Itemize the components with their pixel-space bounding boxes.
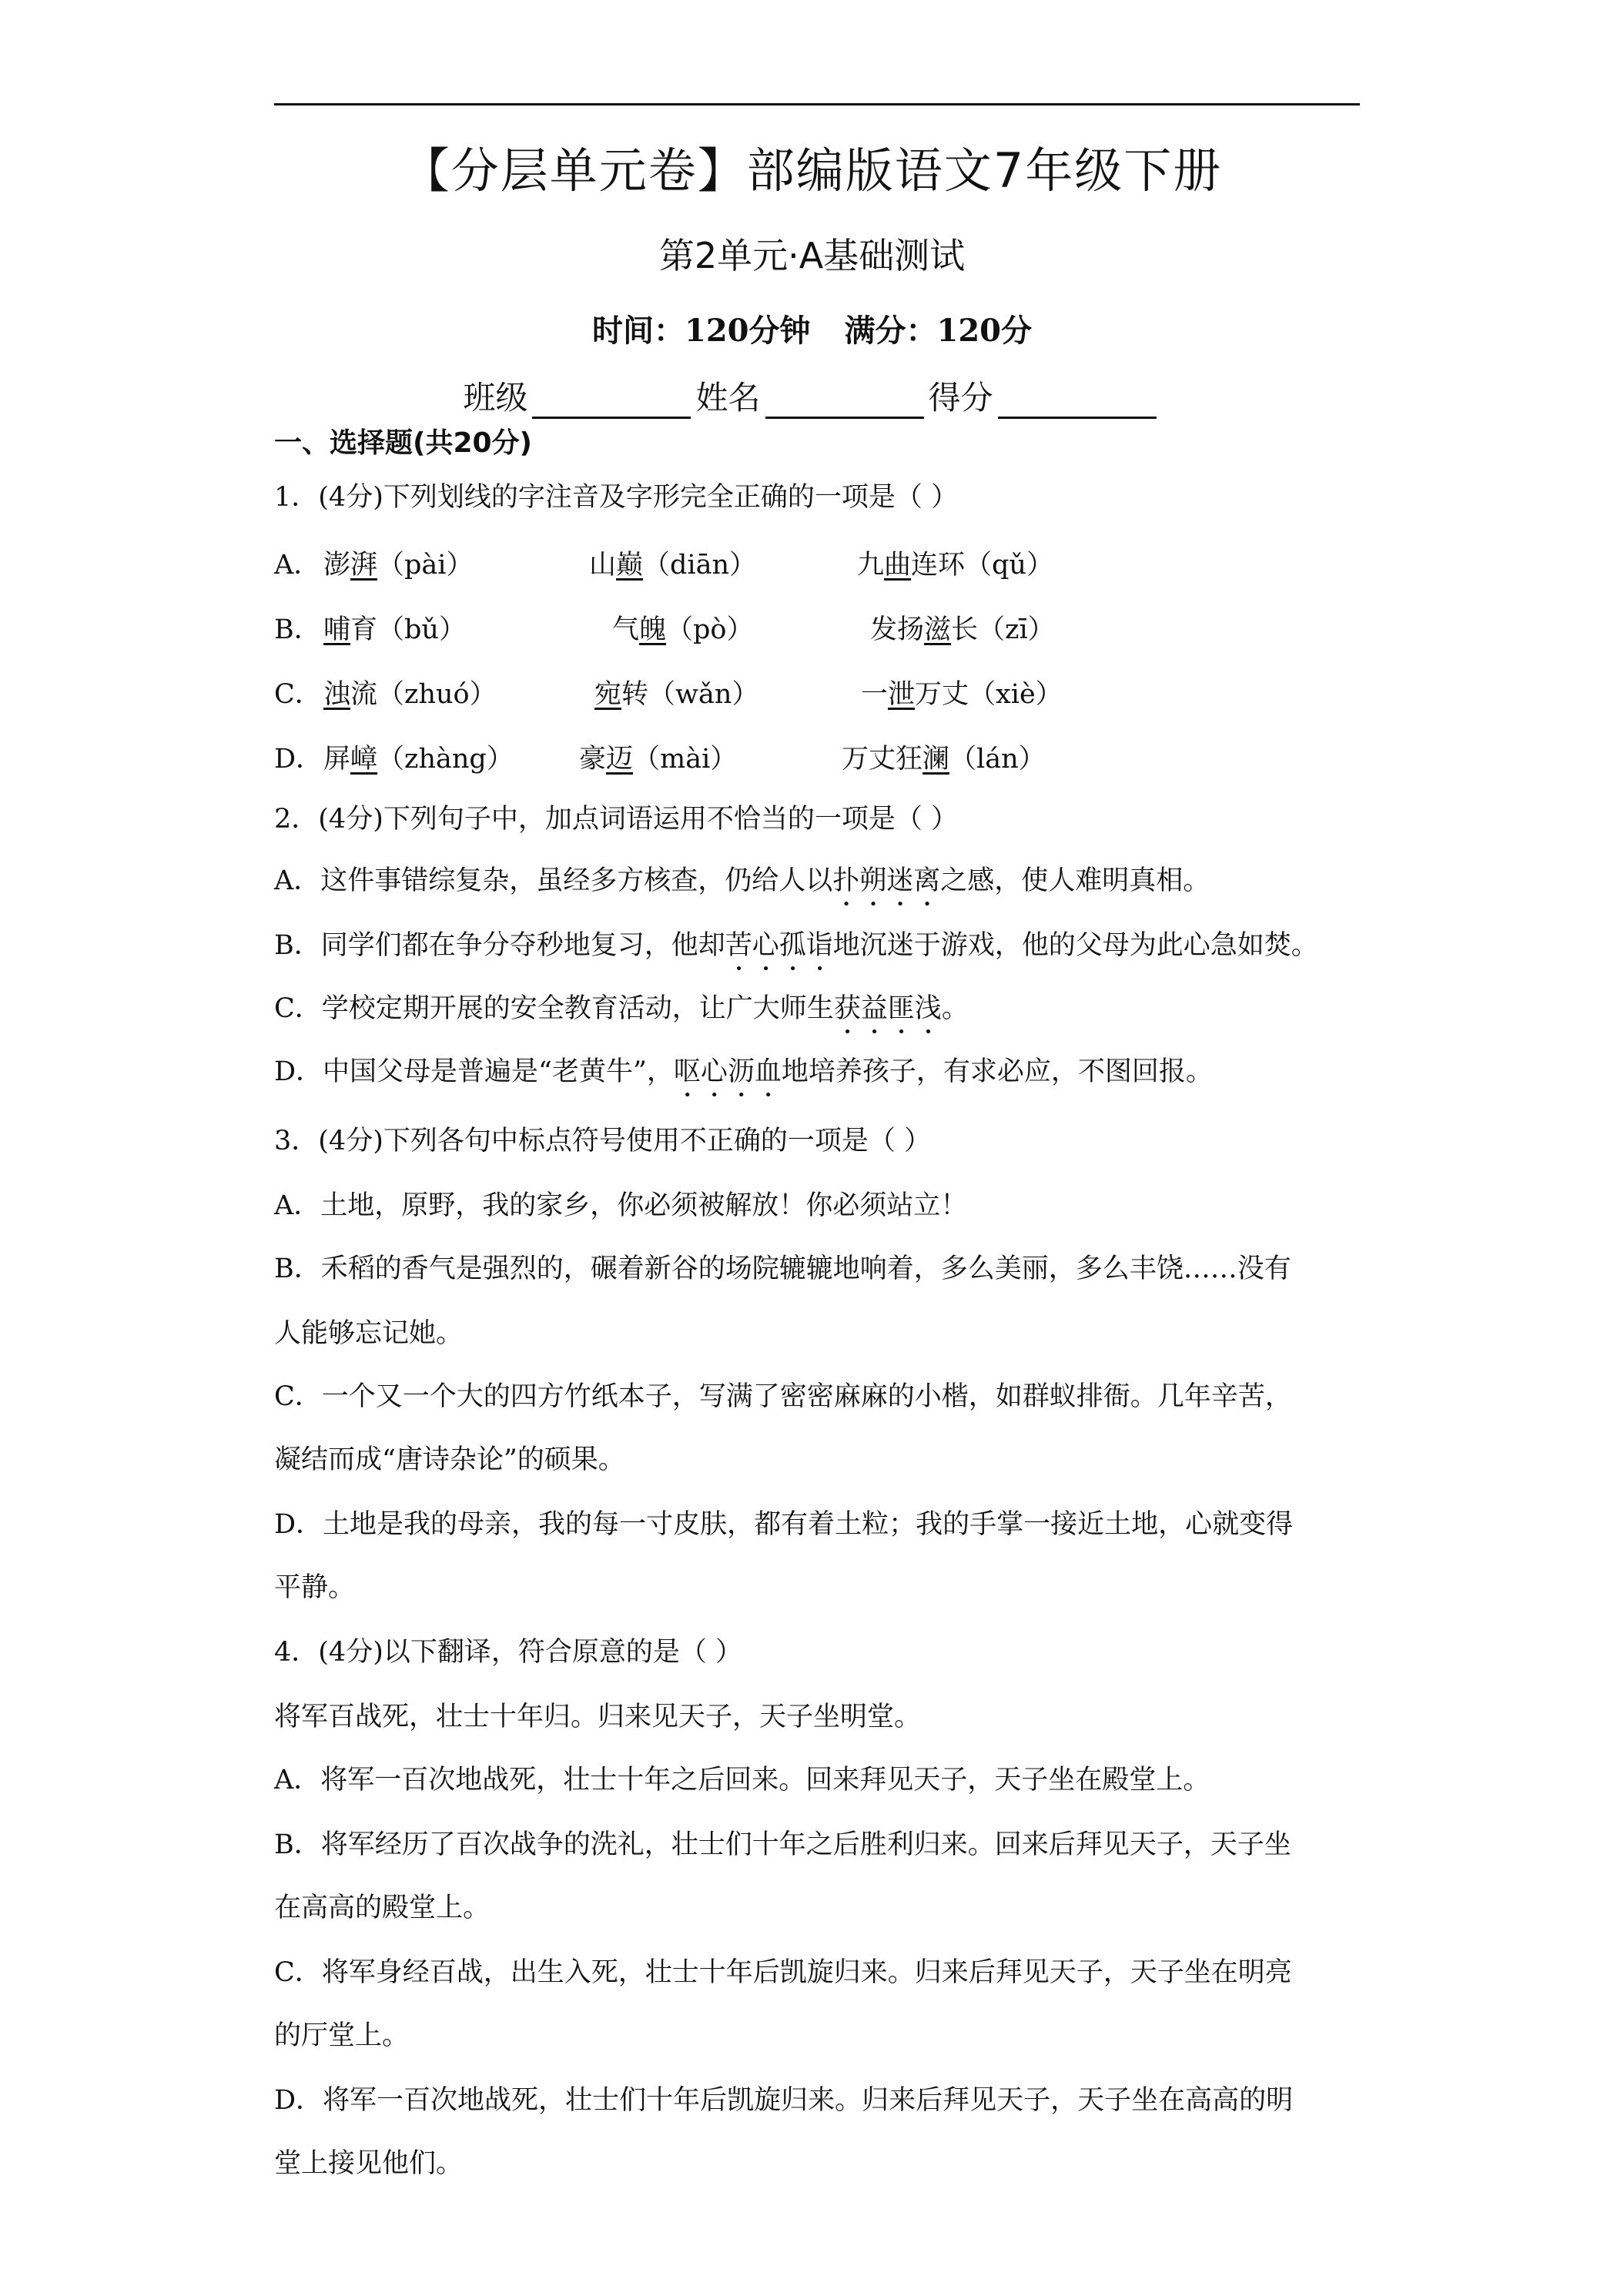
q1-stem: 1．(4分)下列划线的字注音及字形完全正确的一项是（ ） [274,482,958,513]
q2-stem: 2．(4分)下列句子中，加点词语运用不恰当的一项是（ ） [274,804,958,835]
q4-option-d-line1: D．将军一百次地战死，壮士们十年后凯旋归来。归来后拜见天子，天子坐在高高的明 [274,2085,1294,2116]
q3-option-b-line1: B．禾稻的香气是强烈的，碾着新谷的场院辘辘地响着，多么美丽，多么丰饶……没有 [274,1253,1291,1284]
class-label: 班级 [463,379,528,417]
q2-option-a: A．这件事错综复杂，虽经多方核查，仍给人以扑朔迷离之感，使人难明真相。 [274,865,1210,896]
exam-full-score: 满分：120分 [844,313,1032,349]
q1-option-b-word2: 气魄（pò） [612,614,754,645]
q1-option-d-label: D． [274,744,323,775]
q4-option-a: A．将军一百次地战死，壮士十年之后回来。回来拜见天子，天子坐在殿堂上。 [274,1765,1210,1796]
name-blank[interactable] [765,383,924,419]
q1-option-d-word3: 万丈狂澜（lán） [842,744,1046,775]
q3-option-d-line2: 平静。 [274,1572,356,1603]
q3-option-d-line1: D．土地是我的母亲，我的每一寸皮肤，都有着土粒；我的手掌一接近土地，心就变得 [274,1509,1294,1540]
q3-option-a: A．土地，原野，我的家乡，你必须被解放！你必须站立！ [274,1190,968,1221]
q1-option-c-word2: 宛转（wǎn） [594,679,759,710]
exam-info [0,306,1624,350]
exam-time: 时间：120分钟 [592,313,811,349]
q4-option-c-line1: C．将军身经百战，出生入死，壮士十年后凯旋归来。归来后拜见天子，天子坐在明亮 [274,1957,1292,1988]
q1-option-a-label: A． [274,550,321,581]
q1-option-a-word2: 山巅（diān） [589,550,757,581]
q4-option-b-line2: 在高高的殿堂上。 [274,1893,491,1923]
q1-option-a-word1: 澎湃（pài） [323,550,474,581]
q4-option-b-line1: B．将军经历了百次战争的洗礼，壮士们十年之后胜利归来。回来后拜见天子，天子坐 [274,1829,1291,1860]
q1-option-d-word1: 屏嶂（zhàng） [323,744,514,775]
q1-option-c-label: C． [274,679,322,710]
q3-option-b-line2: 人能够忘记她。 [274,1318,464,1349]
q1-option-b-word1: 哺育（bǔ） [323,614,466,645]
q2-option-b: B．同学们都在争分夺秒地复习，他却苦心孤诣地沉迷于游戏，他的父母为此心急如焚。 [274,930,1318,961]
grade-blank[interactable] [998,383,1157,419]
q3-option-c-line1: C．一个又一个大的四方竹纸本子，写满了密密麻麻的小楷，如群蚁排衙。几年辛苦， [274,1381,1292,1412]
q1-option-a-word3: 九曲连环（qǔ） [857,550,1053,581]
q4-stem: 4．(4分)以下翻译，符合原意的是（ ） [274,1637,742,1668]
q4-option-d-line2: 堂上接见他们。 [274,2148,464,2179]
class-blank[interactable] [532,383,691,419]
section-heading: 一、选择题(共20分) [274,427,533,459]
q3-stem: 3．(4分)下列各句中标点符号使用不正确的一项是（ ） [274,1126,931,1156]
q2-option-c: C．学校定期开展的安全教育活动，让广大师生获益匪浅。 [274,993,969,1024]
name-label: 姓名 [695,379,761,417]
header-rule [274,103,1360,105]
page-subtitle: 第2单元·A基础测试 [658,235,966,276]
q2-option-d: D．中国父母是普遍是“老黄牛”，呕心沥血地培养孩子，有求必应，不图回报。 [274,1056,1213,1087]
q1-option-c-word1: 浊流（zhuó） [323,679,497,710]
q4-quote: 将军百战死，壮士十年归。归来见天子，天子坐明堂。 [274,1702,922,1732]
q1-option-b-word3: 发扬滋长（zī） [870,614,1055,645]
q3-option-c-line2: 凝结而成“唐诗杂论”的硕果。 [274,1444,625,1475]
q4-option-c-line2: 的厅堂上。 [274,2020,410,2051]
q1-option-b-label: B． [274,614,321,645]
grade-label: 得分 [928,379,993,417]
q1-option-d-word2: 豪迈（mài） [579,744,738,775]
q1-option-c-word3: 一泄万丈（xiè） [861,679,1063,710]
student-info [0,373,1624,419]
page-title: 【分层单元卷】部编版语文7年级下册 [401,142,1223,199]
